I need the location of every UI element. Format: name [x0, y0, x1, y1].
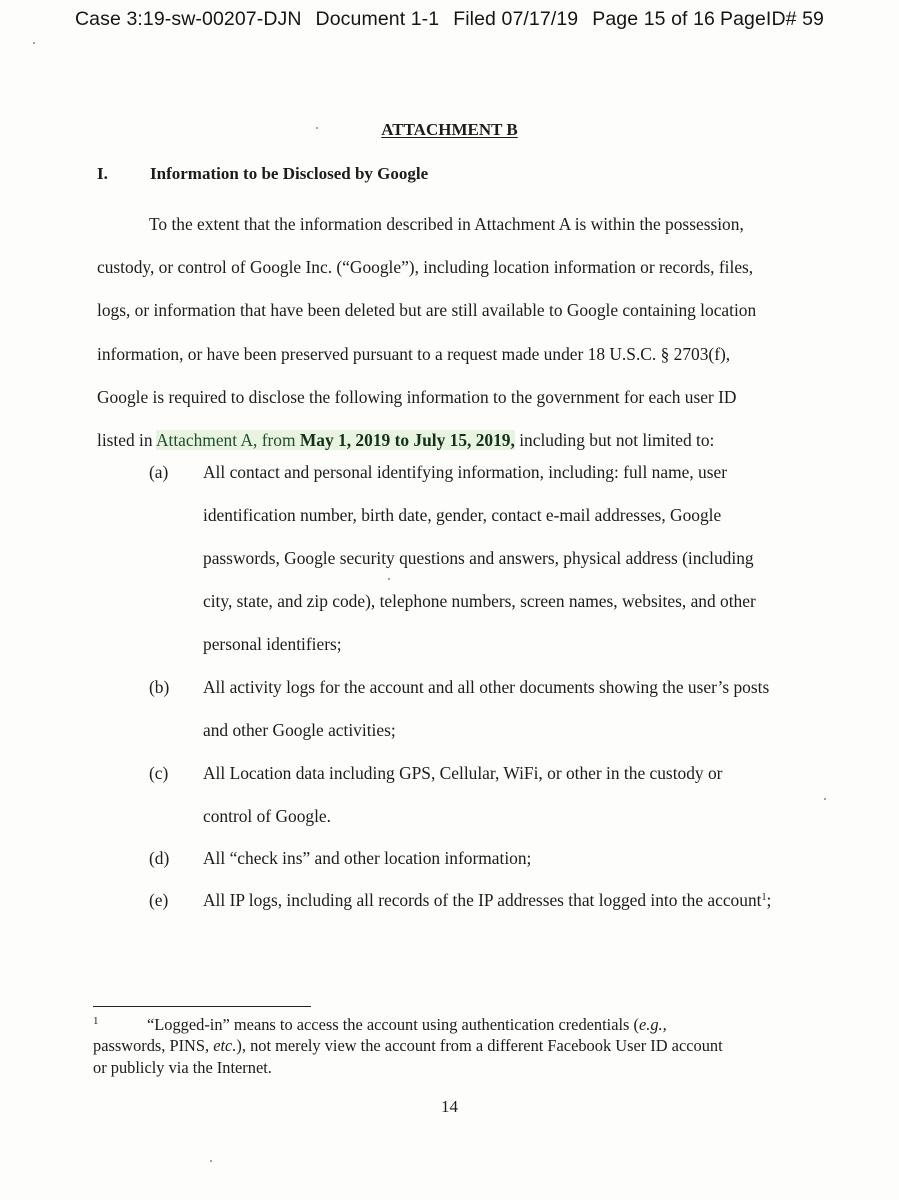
case-number: Case 3:19-sw-00207-DJN — [75, 8, 302, 30]
intro-paragraph — [97, 203, 797, 462]
footnote-text: “Logged-in” means to access the account using authentication credentials ( — [147, 1015, 639, 1034]
scan-speck — [388, 578, 390, 580]
footnote-line — [93, 1014, 833, 1035]
scan-speck — [316, 127, 318, 129]
list-item-e — [149, 879, 809, 922]
section-number: I. — [97, 164, 108, 183]
item-label: (b) — [149, 677, 170, 697]
item-punctuation: ; — [766, 890, 772, 910]
item-label: (a) — [149, 462, 169, 482]
item-label: (c) — [149, 763, 169, 783]
page-id: PageID# 59 — [719, 8, 824, 30]
item-line: control of Google. — [203, 806, 331, 826]
list-item-a — [149, 451, 809, 666]
item-line: All contact and personal identifying information, including: full name, user — [203, 462, 728, 482]
item-line — [203, 879, 809, 922]
list-item-b — [149, 666, 809, 752]
page-count: Page 15 of 16 — [592, 8, 715, 30]
item-line: personal identifiers; — [203, 634, 342, 654]
highlighted-date-range — [156, 430, 515, 450]
item-label: (e) — [149, 890, 169, 910]
item-line: and other Google activities; — [203, 720, 396, 740]
item-line: All “check ins” and other location information; — [203, 848, 532, 868]
section-title: Information to be Disclosed by Google — [150, 164, 429, 183]
footnote-text: ), not merely view the account from a different Facebook User ID account — [236, 1036, 723, 1056]
footnote-number: 1 — [93, 1015, 99, 1027]
footnote-divider — [93, 1006, 311, 1007]
footnote-italic: e.g., — [638, 1015, 667, 1034]
attachment-title: ATTACHMENT B — [381, 120, 518, 139]
item-line: All activity logs for the account and all other documents showing the user’s posts — [203, 677, 770, 697]
item-line: passwords, Google security questions and answers, physical address (including — [203, 548, 754, 568]
document-number: Document 1-1 — [315, 8, 440, 30]
item-line: city, state, and zip code), telephone numbers, screen names, websites, and other — [203, 591, 756, 611]
paragraph-line: information, or have been preserved pursuant to a request made under 18 U.S.C. § 2703(f), — [97, 343, 731, 364]
footnote-text: passwords, PINS, — [93, 1036, 214, 1056]
section-heading — [97, 164, 428, 184]
footnote-reference[interactable]: 1 — [761, 892, 767, 903]
list-item-d — [149, 837, 809, 880]
footnote-line: or publicly via the Internet. — [93, 1057, 272, 1077]
case-header — [0, 8, 899, 31]
list-item-c — [149, 752, 809, 838]
page-number: 14 — [441, 1097, 458, 1116]
scan-speck — [33, 42, 35, 44]
paragraph-text: including but not limited to: — [514, 429, 715, 450]
item-line: All Location data including GPS, Cellular, WiFi, or other in the custody or — [203, 763, 723, 783]
highlight-text: Attachment A, from — [155, 429, 300, 450]
footnote-line — [93, 1035, 833, 1056]
paragraph-line: To the extent that the information described in Attachment A is within the possession, — [149, 214, 744, 234]
paragraph-line: logs, or information that have been deleted but are still available to Google containing location — [97, 300, 757, 321]
footnote-italic: etc. — [213, 1036, 237, 1056]
paragraph-line: Google is required to disclose the following information to the government for each user ID — [97, 386, 737, 407]
footnote — [93, 1014, 833, 1078]
item-label: (d) — [149, 848, 170, 868]
item-text: All IP logs, including all records of the IP addresses that logged into the account — [203, 890, 762, 910]
scan-speck — [210, 1160, 212, 1162]
date-range: May 1, 2019 to July 15, 2019, — [299, 429, 515, 450]
paragraph-text: listed in — [97, 429, 156, 450]
item-line: identification number, birth date, gender, contact e-mail addresses, Google — [203, 505, 722, 525]
filed-date: Filed 07/17/19 — [453, 8, 579, 30]
scan-speck — [824, 798, 826, 800]
paragraph-line: custody, or control of Google Inc. (“Google”), including location information or records, files, — [97, 257, 754, 278]
